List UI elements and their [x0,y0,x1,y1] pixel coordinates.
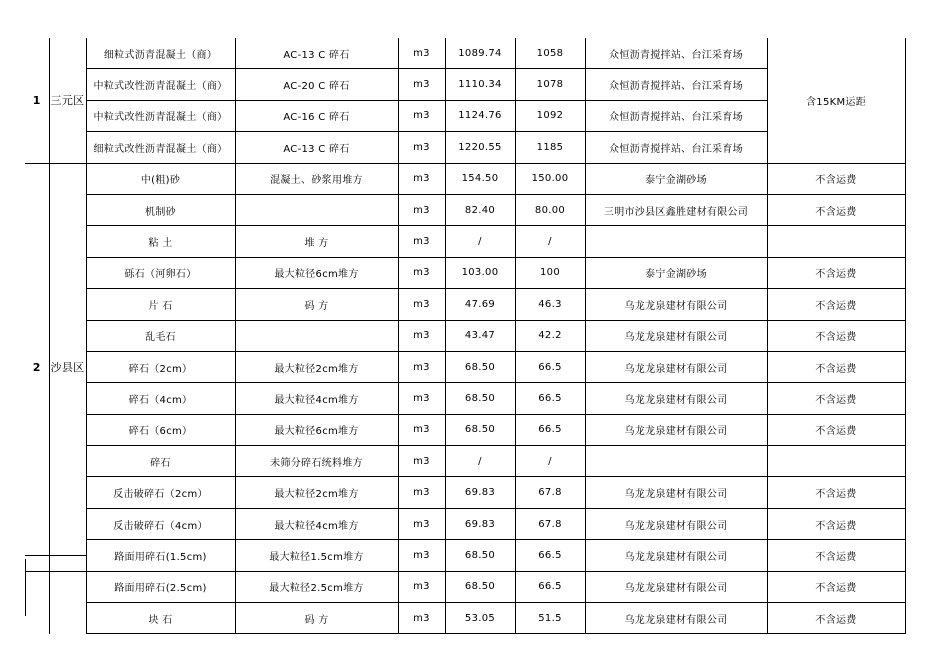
spec-cell: 最大粒径1.5cm堆方 [235,540,398,571]
unit-cell: m3 [398,38,445,69]
spec-cell: 最大粒径6cm堆方 [235,414,398,445]
price-with-tax-cell: 69.83 [445,508,515,539]
unit-cell: m3 [398,571,445,602]
price-with-tax-cell: / [445,446,515,477]
remark-cell: 不含运费 [767,571,905,602]
material-name-cell: 机制砂 [86,194,235,225]
supplier-cell: 乌龙龙泉建材有限公司 [585,289,767,320]
price-with-tax-cell: 68.50 [445,414,515,445]
table-row [25,540,905,571]
remark-cell: 不含运费 [767,477,905,508]
remark-cell: 不含运费 [767,257,905,288]
unit-cell: m3 [398,289,445,320]
price-with-tax-cell: / [445,226,515,257]
material-name-cell: 中粒式改性沥青混凝土（商） [86,100,235,131]
spec-cell: 未筛分碎石统料堆方 [235,446,398,477]
table-row [25,446,905,477]
price-with-tax-cell: 154.50 [445,163,515,194]
supplier-cell: 乌龙龙泉建材有限公司 [585,508,767,539]
unit-cell: m3 [398,226,445,257]
remark-cell: 不含运费 [767,194,905,225]
material-name-cell: 碎石（6cm） [86,414,235,445]
price-cell: 66.5 [515,383,585,414]
price-with-tax-cell: 1220.55 [445,132,515,163]
unit-cell: m3 [398,163,445,194]
price-cell: 80.00 [515,194,585,225]
table-row [25,226,905,257]
unit-cell: m3 [398,446,445,477]
table-row [25,257,905,288]
group-number [25,571,49,634]
spec-cell: 混凝土、砂浆用堆方 [235,163,398,194]
price-with-tax-cell: 1124.76 [445,100,515,131]
supplier-cell: 乌龙龙泉建材有限公司 [585,477,767,508]
supplier-cell: 泰宁金湖砂场 [585,163,767,194]
supplier-cell: 众恒沥青搅拌站、台江采育场 [585,132,767,163]
material-name-cell: 反击破碎石（4cm） [86,508,235,539]
supplier-cell [585,446,767,477]
spec-cell: 最大粒径4cm堆方 [235,383,398,414]
price-with-tax-cell: 82.40 [445,194,515,225]
price-cell: 150.00 [515,163,585,194]
price-with-tax-cell: 103.00 [445,257,515,288]
remark-cell: 不含运费 [767,508,905,539]
price-cell: 66.5 [515,540,585,571]
price-cell: 66.5 [515,571,585,602]
price-cell: 67.8 [515,508,585,539]
price-with-tax-cell: 1089.74 [445,38,515,69]
price-cell: 51.5 [515,603,585,634]
region-name [49,571,86,634]
material-name-cell: 片 石 [86,289,235,320]
table-row [25,383,905,414]
price-cell: 100 [515,257,585,288]
spec-cell: AC-20 C 碎石 [235,69,398,100]
unit-cell: m3 [398,603,445,634]
unit-cell: m3 [398,540,445,571]
unit-cell: m3 [398,320,445,351]
unit-cell: m3 [398,414,445,445]
spec-cell: 码 方 [235,603,398,634]
supplier-cell: 众恒沥青搅拌站、台江采育场 [585,69,767,100]
remark-cell [767,226,905,257]
remark-cell: 不含运费 [767,289,905,320]
spec-cell: 最大粒径2cm堆方 [235,477,398,508]
supplier-cell: 乌龙龙泉建材有限公司 [585,603,767,634]
price-cell: 1058 [515,38,585,69]
price-cell: / [515,226,585,257]
price-cell: 66.5 [515,414,585,445]
price-with-tax-cell: 68.50 [445,383,515,414]
table-row [25,289,905,320]
unit-cell: m3 [398,100,445,131]
region-name: 三元区 [49,38,86,163]
spec-cell: AC-16 C 碎石 [235,100,398,131]
price-cell: / [515,446,585,477]
price-with-tax-cell: 53.05 [445,603,515,634]
supplier-cell: 众恒沥青搅拌站、台江采育场 [585,100,767,131]
price-with-tax-cell: 69.83 [445,477,515,508]
price-cell: 1092 [515,100,585,131]
group-divider [25,555,86,556]
material-name-cell: 粘 土 [86,226,235,257]
price-with-tax-cell: 47.69 [445,289,515,320]
group-number: 2 [25,163,49,571]
spec-cell: 最大粒径4cm堆方 [235,508,398,539]
material-name-cell: 砾石（河卵石） [86,257,235,288]
price-with-tax-cell: 1110.34 [445,69,515,100]
supplier-cell: 乌龙龙泉建材有限公司 [585,414,767,445]
supplier-cell: 乌龙龙泉建材有限公司 [585,571,767,602]
material-name-cell: 碎石（2cm） [86,351,235,382]
material-name-cell: 中粒式改性沥青混凝土（商） [86,69,235,100]
supplier-cell: 泰宁金湖砂场 [585,257,767,288]
spec-cell [235,194,398,225]
table-row [25,508,905,539]
table-row [25,477,905,508]
group-number: 1 [25,38,49,163]
remark-cell: 不含运费 [767,540,905,571]
material-name-cell: 碎石 [86,446,235,477]
unit-cell: m3 [398,477,445,508]
unit-cell: m3 [398,194,445,225]
price-cell: 46.3 [515,289,585,320]
remark-cell: 不含运费 [767,320,905,351]
table-row [25,571,905,602]
supplier-cell: 众恒沥青搅拌站、台江采育场 [585,38,767,69]
spec-cell: 最大粒径2.5cm堆方 [235,571,398,602]
spec-cell: 码 方 [235,289,398,320]
unit-cell: m3 [398,351,445,382]
remark-cell: 不含运费 [767,603,905,634]
material-name-cell: 细粒式改性沥青混凝土（商） [86,132,235,163]
supplier-cell: 乌龙龙泉建材有限公司 [585,351,767,382]
price-cell: 1078 [515,69,585,100]
spec-cell: 堆 方 [235,226,398,257]
material-name-cell: 细粒式沥青混凝土（商） [86,38,235,69]
price-with-tax-cell: 68.50 [445,571,515,602]
table-row [25,351,905,382]
unit-cell: m3 [398,257,445,288]
table-row [25,194,905,225]
supplier-cell: 乌龙龙泉建材有限公司 [585,383,767,414]
price-cell: 1185 [515,132,585,163]
unit-cell: m3 [398,508,445,539]
price-with-tax-cell: 43.47 [445,320,515,351]
spec-cell: AC-13 C 碎石 [235,38,398,69]
supplier-cell [585,226,767,257]
spec-cell: 最大粒径6cm堆方 [235,257,398,288]
unit-cell: m3 [398,383,445,414]
material-name-cell: 路面用碎石(2.5cm) [86,571,235,602]
material-name-cell: 中(粗)砂 [86,163,235,194]
supplier-cell: 乌龙龙泉建材有限公司 [585,320,767,351]
region-name: 沙县区 [49,163,86,571]
tail-border-region [49,559,50,616]
remark-cell: 不含运费 [767,383,905,414]
price-cell: 42.2 [515,320,585,351]
remark-cell: 不含运费 [767,414,905,445]
supplier-cell: 三明市沙县区鑫胜建材有限公司 [585,194,767,225]
material-price-table [25,38,906,634]
remark-cell: 不含运费 [767,351,905,382]
remark-cell: 含15KM运距 [767,38,905,163]
table-row [25,603,905,634]
supplier-cell: 乌龙龙泉建材有限公司 [585,540,767,571]
spec-cell: AC-13 C 碎石 [235,132,398,163]
spec-cell [235,320,398,351]
price-with-tax-cell: 68.50 [445,540,515,571]
material-name-cell: 块 石 [86,603,235,634]
table-row [25,320,905,351]
table-row [25,38,905,69]
remark-cell [767,446,905,477]
table-row [25,414,905,445]
material-name-cell: 反击破碎石（2cm） [86,477,235,508]
price-with-tax-cell: 68.50 [445,351,515,382]
unit-cell: m3 [398,132,445,163]
material-name-cell: 乱毛石 [86,320,235,351]
remark-cell: 不含运费 [767,163,905,194]
unit-cell: m3 [398,69,445,100]
material-name-cell: 路面用碎石(1.5cm) [86,540,235,571]
price-cell: 66.5 [515,351,585,382]
material-name-cell: 碎石（4cm） [86,383,235,414]
spec-cell: 最大粒径2cm堆方 [235,351,398,382]
price-cell: 67.8 [515,477,585,508]
tail-border-no [25,559,26,616]
table-row [25,163,905,194]
